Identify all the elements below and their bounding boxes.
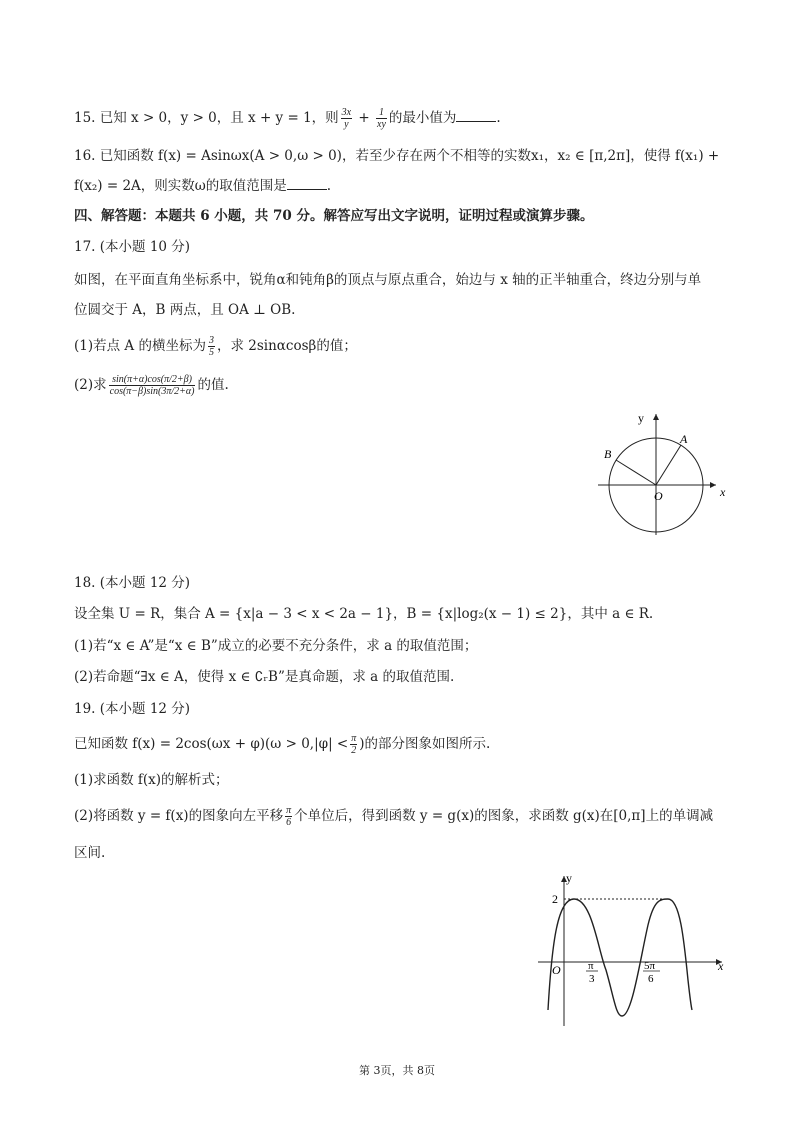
- q17-trig-fraction: $\frac{\sin(\pi+\alpha)\cos(\pi/2+\beta)}{\cos(\pi-\beta)\sin(3\pi/2+\alpha)}$: [109, 374, 195, 397]
- origin-label: O: [552, 963, 561, 977]
- y-axis-label: y: [566, 871, 572, 885]
- ray-ob: [616, 460, 656, 485]
- q19-fraction: $\frac{\pi}{2}$: [351, 733, 357, 756]
- q18-part-2: (2)若命题“∃x ∈ A，使得 x ∈ ∁ᵣB”是真命题，求 a 的取值范围.: [74, 669, 455, 685]
- q15-prefix: 15. 已知 x > 0，y > 0，且 x + y = 1，则: [74, 110, 339, 126]
- tick-pi-over-3-den: 3: [589, 973, 595, 985]
- q17-part-2: (2)求 $\frac{\sin(\pi+\alpha)\cos(\pi/2+\beta)}{\cos(\pi-\beta)\sin(3\pi/2+\alpha)}$ 的值.: [74, 374, 229, 397]
- max-value-label: 2: [552, 892, 558, 906]
- tick-5pi-over-6-den: 6: [648, 973, 654, 985]
- q15-suffix: 的最小值为: [388, 110, 457, 126]
- q19-part-1: (1)求函数 f(x)的解析式；: [74, 772, 229, 788]
- cosine-graph-figure: [536, 870, 736, 1030]
- question-15: 15. 已知 x > 0，y > 0，且 x + y = 1，则 $\frac{3x}{y}$ + $\frac{1}{xy}$ 的最小值为 .: [74, 107, 501, 130]
- q18-part-1: (1)若“x ∈ A”是“x ∈ B”成立的必要不充分条件，求 a 的取值范围；: [74, 638, 478, 654]
- x-axis-label: x: [720, 485, 726, 499]
- q17-fraction: $\frac{3}{5}$: [208, 335, 214, 358]
- x-axis-label: x: [718, 959, 724, 973]
- origin-label: O: [654, 489, 663, 503]
- q16-line-2: f(x₂) = 2A，则实数ω的取值范围是 .: [74, 178, 332, 194]
- q18-header: 18. (本小题 12 分): [74, 575, 191, 591]
- q15-fraction-1: $\frac{3x}{y}$: [341, 107, 352, 130]
- tick-pi-over-3-num: π: [588, 960, 594, 972]
- point-a-label: A: [680, 432, 688, 446]
- section-heading: 四、解答题：本题共 6 小题，共 70 分。解答应写出文字说明，证明过程或演算步骤。: [74, 208, 594, 224]
- q16-line-1: 16. 已知函数 f(x) = Asinωx(A > 0,ω > 0)，若至少存在两个不相等的实数x₁，x₂ ∈ [π,2π]，使得 f(x₁) +: [74, 148, 720, 164]
- q19-header: 19. (本小题 12 分): [74, 701, 191, 717]
- cosine-curve: [548, 899, 692, 1016]
- q19-part-2: (2)将函数 y = f(x)的图象向左平移 $\frac{\pi}{6}$ 个单位后，得到函数 y = g(x)的图象，求函数 g(x)在[0,π]上的单调减: [74, 805, 714, 828]
- ray-oa: [656, 445, 681, 485]
- answer-blank: [287, 177, 327, 190]
- page-footer: 第 3页，共 8页: [359, 1064, 435, 1077]
- q17-text-2: 位圆交于 A，B 两点，且 OA ⊥ OB.: [74, 302, 296, 318]
- q19-text: 已知函数 f(x) = 2cos(ωx + φ)(ω > 0,|φ| < $\frac{\pi}{2}$ )的部分图象如图所示.: [74, 733, 491, 756]
- unit-circle-figure: [594, 408, 734, 538]
- point-b-label: B: [604, 447, 612, 461]
- q15-fraction-2: $\frac{1}{xy}$: [377, 107, 386, 130]
- q17-text-1: 如图，在平面直角坐标系中，锐角α和钝角β的顶点与原点重合，始边与 x 轴的正半轴重合，终边分别与单: [74, 272, 702, 288]
- q17-part-1: (1)若点 A 的横坐标为 $\frac{3}{5}$ ，求 2sinαcosβ的值；: [74, 335, 357, 358]
- q17-header: 17. (本小题 10 分): [74, 239, 191, 255]
- q18-text: 设全集 U = R，集合 A = {x|a − 3 < x < 2a − 1}，B = {x|log₂(x − 1) ≤ 2}，其中 a ∈ R.: [74, 606, 654, 622]
- tick-5pi-over-6-num: 5π: [644, 960, 656, 972]
- y-axis-label: y: [638, 411, 644, 425]
- answer-blank: [456, 109, 496, 122]
- q19-part-2-line-2: 区间.: [74, 845, 106, 861]
- q19-shift-fraction: $\frac{\pi}{6}$: [286, 805, 292, 828]
